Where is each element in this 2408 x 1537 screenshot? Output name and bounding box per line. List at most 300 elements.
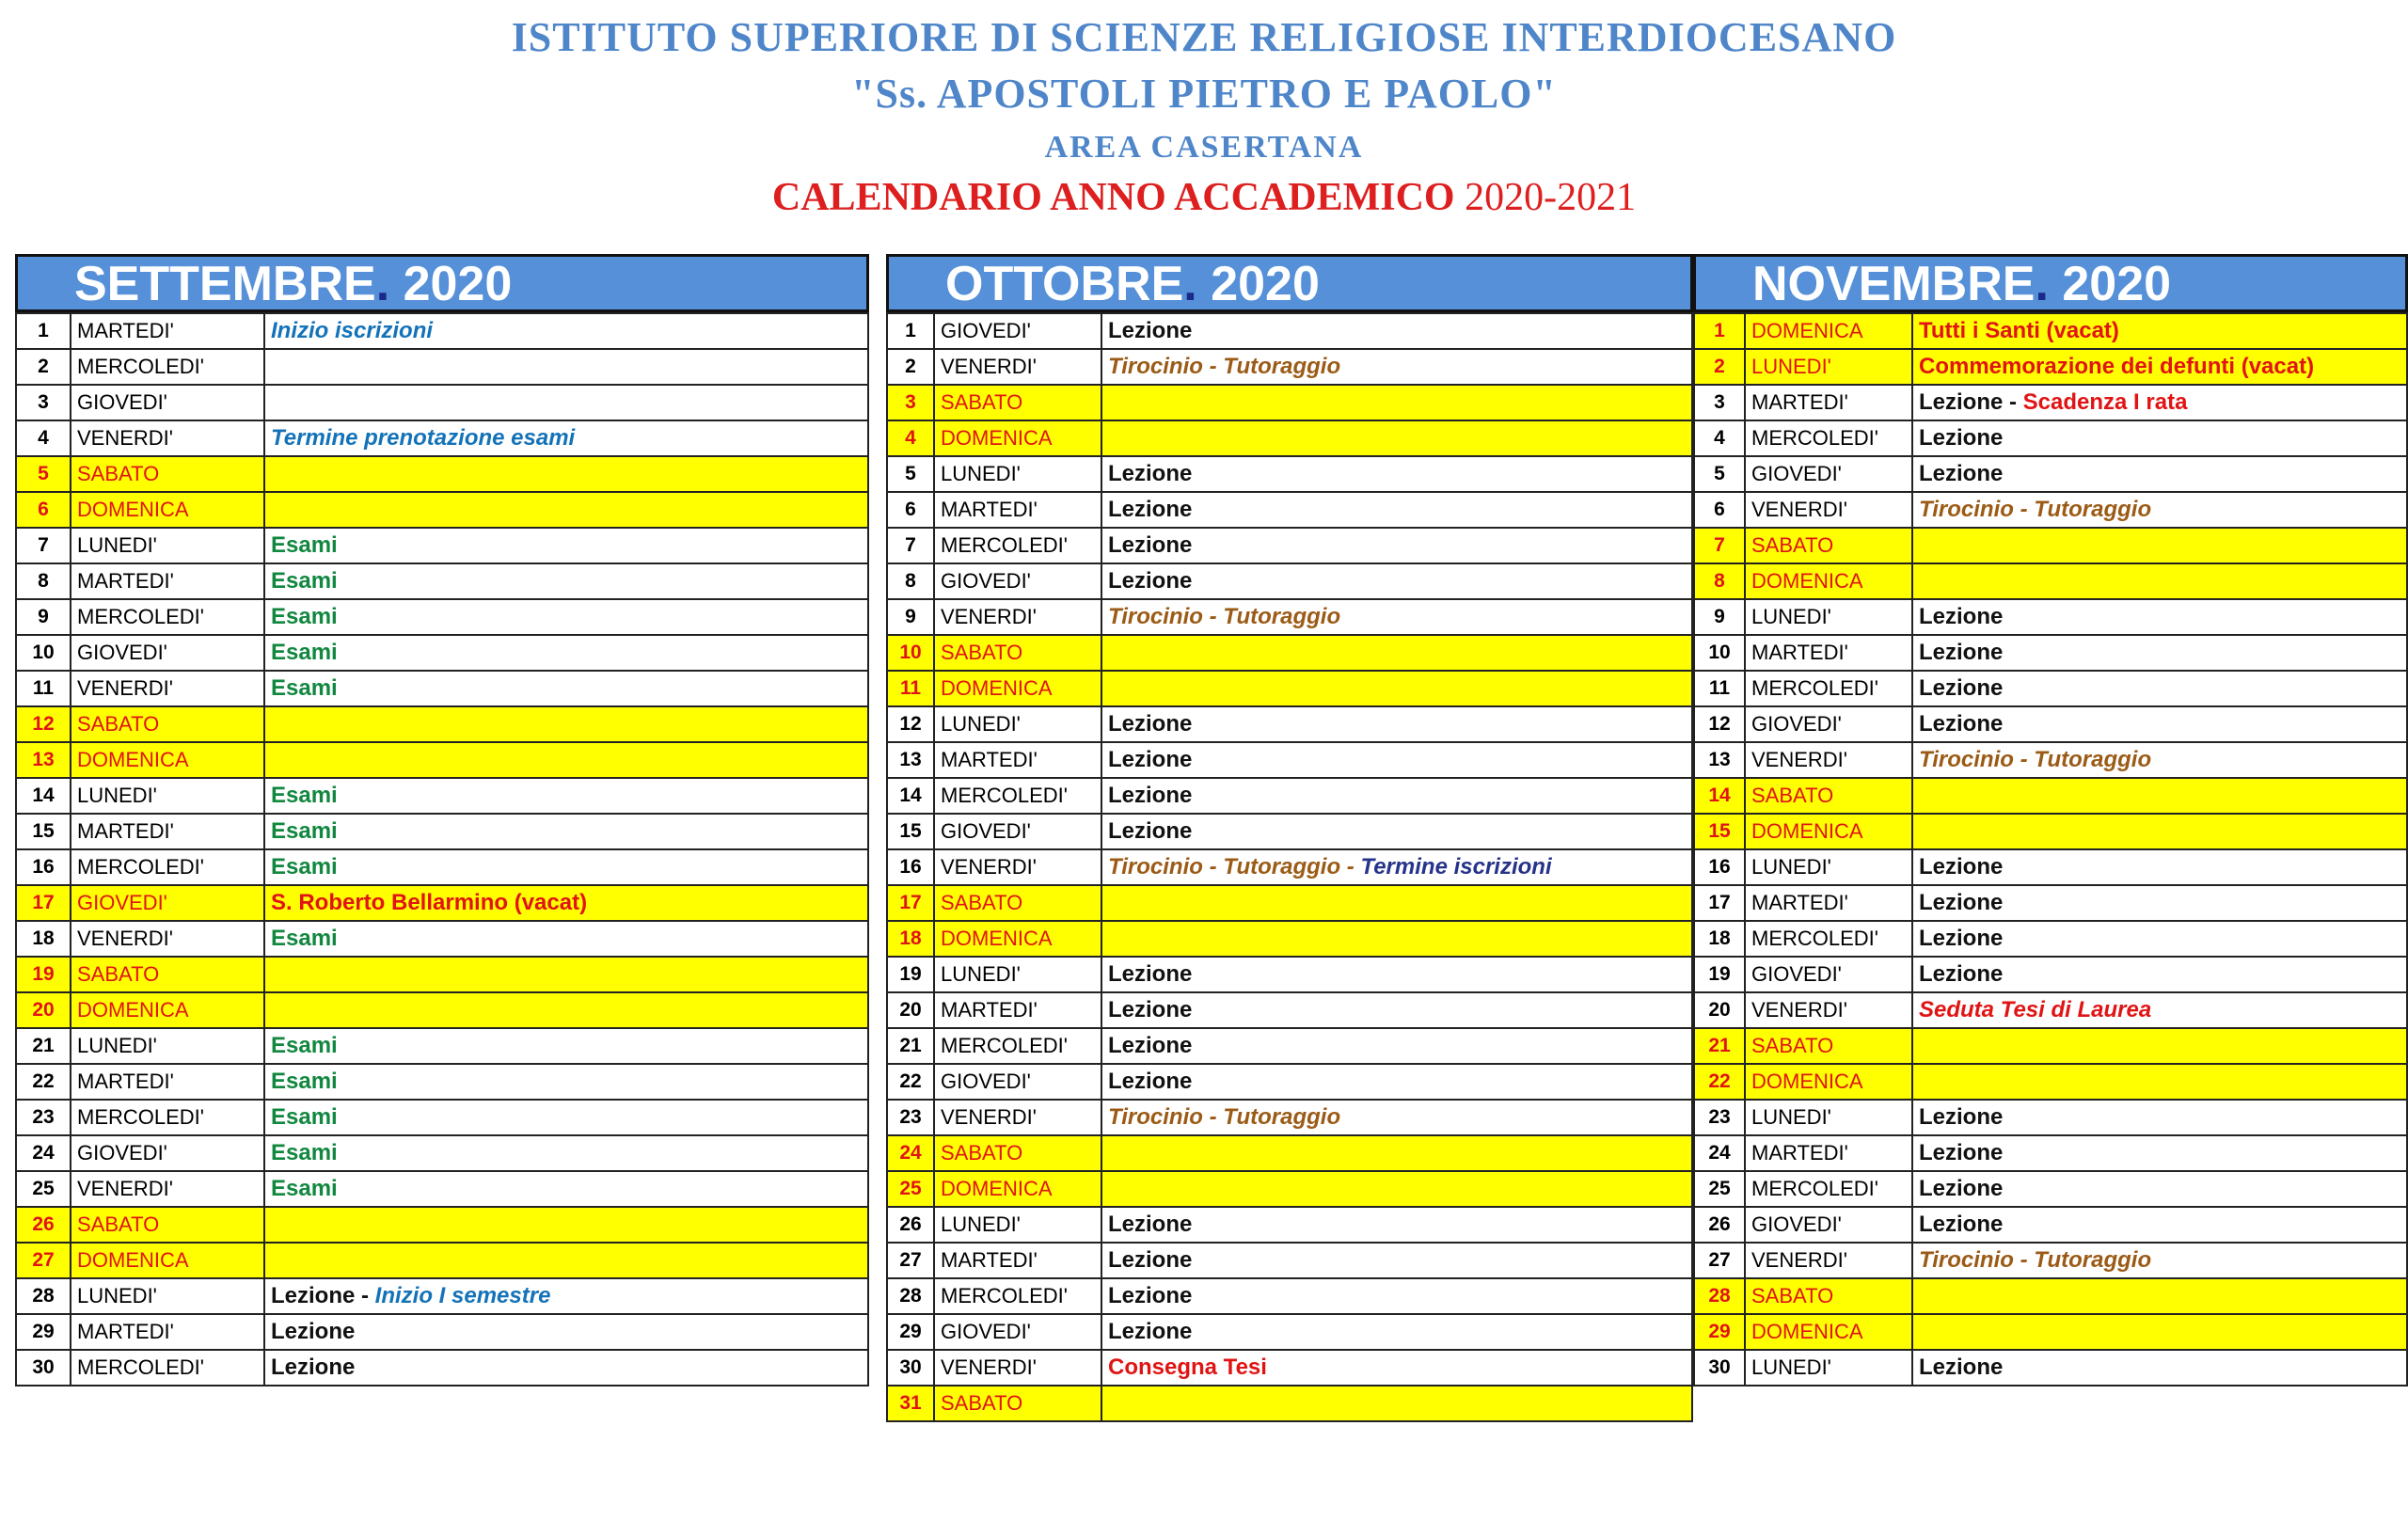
day-row (1694, 1278, 2407, 1314)
event-text: Lezione (1108, 818, 1193, 844)
event-text: Esami (271, 675, 338, 701)
day-row (1694, 528, 2407, 563)
event-text: Lezione (1108, 461, 1193, 486)
event-text: Lezione (1108, 1283, 1193, 1308)
event-text: Seduta Tesi di Laurea (1919, 997, 2152, 1022)
day-event (1101, 349, 1692, 385)
day-event (264, 492, 868, 528)
weekday-name: VENERDI' (934, 1100, 1101, 1135)
day-number: 3 (16, 385, 71, 420)
weekday-name: SABATO (934, 1135, 1101, 1171)
day-row (1694, 957, 2407, 992)
event-text: Tirocinio - Tutoraggio (1108, 854, 1341, 879)
day-row (887, 1386, 1692, 1421)
weekday-name: SABATO (934, 635, 1101, 671)
day-number: 29 (16, 1314, 71, 1350)
day-number: 20 (16, 992, 71, 1028)
weekday-name: DOMENICA (934, 1171, 1101, 1207)
day-number: 24 (1694, 1135, 1745, 1171)
event-text: Esami (271, 1176, 338, 1201)
weekday-name: SABATO (71, 1207, 264, 1243)
day-event (1101, 599, 1692, 635)
day-event (1912, 1135, 2407, 1171)
day-row (1694, 1207, 2407, 1243)
day-row (16, 349, 868, 385)
day-row (1694, 849, 2407, 885)
day-number: 10 (1694, 635, 1745, 671)
day-number: 2 (16, 349, 71, 385)
day-row (1694, 1100, 2407, 1135)
day-event (1912, 1314, 2407, 1350)
day-event (264, 635, 868, 671)
day-event (264, 706, 868, 742)
weekday-name: LUNEDI' (71, 1278, 264, 1314)
day-row (887, 1207, 1692, 1243)
day-number: 23 (16, 1100, 71, 1135)
day-number: 24 (887, 1135, 934, 1171)
event-text: Inizio I semestre (374, 1283, 551, 1308)
day-number: 8 (16, 563, 71, 599)
day-number: 9 (887, 599, 934, 635)
day-row (1694, 992, 2407, 1028)
day-event (1101, 313, 1692, 349)
day-event (1912, 1100, 2407, 1135)
event-text: Lezione (1108, 1319, 1193, 1344)
day-number: 26 (1694, 1207, 1745, 1243)
day-number: 10 (887, 635, 934, 671)
day-event (264, 385, 868, 420)
day-row (887, 528, 1692, 563)
day-event (1101, 1064, 1692, 1100)
day-number: 11 (16, 671, 71, 706)
day-row (16, 706, 868, 742)
weekday-name: MARTEDI' (934, 1243, 1101, 1278)
weekday-name: MERCOLEDI' (934, 1278, 1101, 1314)
day-row (16, 849, 868, 885)
day-row (1694, 921, 2407, 957)
day-event (264, 563, 868, 599)
day-event (264, 742, 868, 778)
day-row (16, 420, 868, 456)
weekday-name: DOMENICA (934, 921, 1101, 957)
month-september (15, 254, 869, 1386)
day-number: 15 (887, 814, 934, 849)
weekday-name: SABATO (1745, 778, 1912, 814)
day-number: 28 (16, 1278, 71, 1314)
day-row (1694, 1064, 2407, 1100)
event-text: Esami (271, 568, 338, 594)
weekday-name: VENERDI' (1745, 492, 1912, 528)
weekday-name: MERCOLEDI' (71, 599, 264, 635)
day-row (1694, 1028, 2407, 1064)
day-number: 19 (16, 957, 71, 992)
day-event (1101, 1350, 1692, 1386)
weekday-name: DOMENICA (71, 1243, 264, 1278)
day-number: 21 (1694, 1028, 1745, 1064)
month-table (886, 312, 1693, 1422)
event-text: Lezione (1919, 926, 2004, 951)
day-row (16, 1171, 868, 1207)
day-number: 14 (1694, 778, 1745, 814)
event-text: Lezione (1108, 497, 1193, 522)
day-event (1101, 921, 1692, 957)
day-event (264, 849, 868, 885)
month-november (1693, 254, 2408, 1386)
event-text: Tutti i Santi (vacat) (1919, 318, 2119, 343)
day-number: 12 (16, 706, 71, 742)
month-table (15, 312, 869, 1386)
day-number: 8 (887, 563, 934, 599)
day-row (16, 1064, 868, 1100)
day-number: 18 (16, 921, 71, 957)
day-number: 7 (887, 528, 934, 563)
day-row (16, 599, 868, 635)
weekday-name: MERCOLEDI' (71, 1100, 264, 1135)
event-text: Lezione (1108, 1069, 1193, 1094)
day-number: 20 (1694, 992, 1745, 1028)
day-row (887, 492, 1692, 528)
event-text: Lezione (1919, 1176, 2004, 1201)
weekday-name: LUNEDI' (1745, 1350, 1912, 1386)
day-number: 11 (887, 671, 934, 706)
day-number: 6 (1694, 492, 1745, 528)
weekday-name: GIOVEDI' (934, 1064, 1101, 1100)
event-text: Esami (271, 1069, 338, 1094)
day-event (1912, 456, 2407, 492)
day-event (1912, 1064, 2407, 1100)
day-number: 17 (1694, 885, 1745, 921)
month-dot: . (1183, 257, 1197, 311)
day-event (1912, 349, 2407, 385)
event-text: Esami (271, 926, 338, 951)
month-dot: . (375, 257, 390, 311)
event-text: Tirocinio - Tutoraggio (1108, 354, 1341, 379)
weekday-name: LUNEDI' (1745, 1100, 1912, 1135)
day-number: 16 (16, 849, 71, 885)
day-number: 17 (16, 885, 71, 921)
day-row (887, 1135, 1692, 1171)
day-row (16, 1243, 868, 1278)
day-event (1912, 1243, 2407, 1278)
day-row (887, 957, 1692, 992)
day-event (264, 992, 868, 1028)
day-event (1101, 385, 1692, 420)
day-event (264, 1171, 868, 1207)
event-text: Lezione (1108, 1247, 1193, 1273)
weekday-name: LUNEDI' (71, 778, 264, 814)
day-event (264, 1207, 868, 1243)
day-number: 20 (887, 992, 934, 1028)
day-row (1694, 349, 2407, 385)
weekday-name: MARTEDI' (934, 492, 1101, 528)
day-event (1101, 849, 1692, 885)
day-event (264, 420, 868, 456)
day-row (1694, 814, 2407, 849)
month-name: NOVEMBRE (1752, 257, 2036, 311)
day-row (887, 1350, 1692, 1386)
day-event (1912, 885, 2407, 921)
weekday-name: DOMENICA (1745, 563, 1912, 599)
weekday-name: LUNEDI' (934, 1207, 1101, 1243)
event-text: Esami (271, 1140, 338, 1165)
day-number: 25 (16, 1171, 71, 1207)
day-row (16, 635, 868, 671)
event-text: Lezione (1919, 1104, 2004, 1130)
day-row (1694, 778, 2407, 814)
month-header (15, 254, 869, 312)
weekday-name: SABATO (71, 957, 264, 992)
event-text: Lezione (1919, 425, 2004, 451)
weekday-name: SABATO (934, 885, 1101, 921)
day-row (1694, 563, 2407, 599)
weekday-name: GIOVEDI' (1745, 957, 1912, 992)
event-text: Esami (271, 854, 338, 879)
day-event (1912, 1028, 2407, 1064)
month-dot: . (2035, 257, 2049, 311)
day-row (887, 921, 1692, 957)
day-row (16, 814, 868, 849)
day-number: 7 (1694, 528, 1745, 563)
event-text: Scadenza I rata (2022, 389, 2188, 415)
event-text: Lezione (1919, 461, 2004, 486)
weekday-name: MARTEDI' (71, 1314, 264, 1350)
event-text: Esami (271, 640, 338, 665)
day-row (16, 492, 868, 528)
day-event (1101, 1386, 1692, 1421)
day-row (16, 1278, 868, 1314)
day-number: 13 (887, 742, 934, 778)
institute-subtitle: "Ss. APOSTOLI PIETRO E PAOLO" (851, 71, 1557, 117)
day-row (1694, 1135, 2407, 1171)
day-event (1912, 814, 2407, 849)
day-number: 25 (1694, 1171, 1745, 1207)
weekday-name: VENERDI' (71, 1171, 264, 1207)
event-text: Lezione (1919, 961, 2004, 987)
day-event (1101, 420, 1692, 456)
day-row (1694, 599, 2407, 635)
day-number: 22 (887, 1064, 934, 1100)
day-row (16, 1314, 868, 1350)
event-text: Tirocinio - Tutoraggio (1108, 1104, 1341, 1130)
day-row (16, 778, 868, 814)
day-event (1101, 706, 1692, 742)
weekday-name: MARTEDI' (1745, 885, 1912, 921)
weekday-name: LUNEDI' (1745, 349, 1912, 385)
day-row (1694, 671, 2407, 706)
weekday-name: LUNEDI' (71, 528, 264, 563)
day-number: 3 (1694, 385, 1745, 420)
day-row (16, 992, 868, 1028)
day-event (1912, 1171, 2407, 1207)
day-row (1694, 635, 2407, 671)
day-row (16, 1350, 868, 1386)
weekday-name: GIOVEDI' (934, 563, 1101, 599)
day-event (1101, 671, 1692, 706)
day-event (264, 778, 868, 814)
day-event (1912, 599, 2407, 635)
day-row (887, 849, 1692, 885)
day-row (887, 563, 1692, 599)
day-row (16, 671, 868, 706)
day-row (887, 635, 1692, 671)
month-header (1693, 254, 2408, 312)
day-row (887, 814, 1692, 849)
day-row (887, 1100, 1692, 1135)
weekday-name: DOMENICA (1745, 814, 1912, 849)
day-row (887, 420, 1692, 456)
day-number: 29 (1694, 1314, 1745, 1350)
weekday-name: DOMENICA (934, 420, 1101, 456)
event-text: - (2003, 389, 2023, 415)
day-number: 4 (16, 420, 71, 456)
event-text: Consegna Tesi (1108, 1355, 1267, 1380)
day-event (1101, 778, 1692, 814)
day-event (1912, 778, 2407, 814)
event-text: Lezione (1919, 389, 2004, 415)
day-row (16, 1207, 868, 1243)
day-event (1912, 1207, 2407, 1243)
event-text: Lezione (271, 1355, 356, 1380)
day-number: 16 (1694, 849, 1745, 885)
weekday-name: MERCOLEDI' (71, 1350, 264, 1386)
day-event (1912, 385, 2407, 420)
month-year: 2020 (1211, 257, 1320, 311)
weekday-name: GIOVEDI' (71, 635, 264, 671)
weekday-name: MERCOLEDI' (934, 778, 1101, 814)
weekday-name: VENERDI' (1745, 742, 1912, 778)
day-number: 21 (887, 1028, 934, 1064)
day-number: 13 (16, 742, 71, 778)
day-row (887, 671, 1692, 706)
weekday-name: GIOVEDI' (1745, 706, 1912, 742)
event-text: Lezione (1919, 604, 2004, 629)
day-event (264, 599, 868, 635)
event-text: Lezione (1108, 997, 1193, 1022)
day-number: 29 (887, 1314, 934, 1350)
event-text: Tirocinio - Tutoraggio (1919, 497, 2152, 522)
day-row (16, 313, 868, 349)
day-event (1101, 992, 1692, 1028)
day-event (264, 671, 868, 706)
day-event (264, 528, 868, 563)
day-row (16, 885, 868, 921)
day-number: 7 (16, 528, 71, 563)
day-event (1912, 849, 2407, 885)
event-text: - (1340, 854, 1361, 879)
day-event (1101, 814, 1692, 849)
event-text: Lezione (1108, 318, 1193, 343)
event-text: Lezione (1108, 1212, 1193, 1237)
event-text: Lezione (1108, 711, 1193, 737)
event-text: Esami (271, 532, 338, 558)
day-number: 19 (887, 957, 934, 992)
day-number: 1 (1694, 313, 1745, 349)
event-text: Lezione (1108, 568, 1193, 594)
day-row (16, 742, 868, 778)
day-event (264, 313, 868, 349)
day-row (887, 706, 1692, 742)
weekday-name: MERCOLEDI' (1745, 671, 1912, 706)
day-number: 22 (1694, 1064, 1745, 1100)
day-number: 30 (16, 1350, 71, 1386)
event-text: Inizio iscrizioni (271, 318, 434, 343)
day-number: 17 (887, 885, 934, 921)
day-event (1912, 671, 2407, 706)
day-row (16, 921, 868, 957)
event-text: Tirocinio - Tutoraggio (1919, 747, 2152, 772)
day-event (1101, 635, 1692, 671)
weekday-name: MARTEDI' (71, 814, 264, 849)
day-row (887, 1171, 1692, 1207)
day-event (264, 1314, 868, 1350)
weekday-name: VENERDI' (71, 420, 264, 456)
calendar-title (0, 175, 2408, 220)
event-text: Esami (271, 1033, 338, 1058)
day-number: 27 (16, 1243, 71, 1278)
day-event (1912, 635, 2407, 671)
day-event (1101, 957, 1692, 992)
event-text: Lezione (1919, 890, 2004, 915)
month-year: 2020 (2062, 257, 2172, 311)
day-row (887, 599, 1692, 635)
event-text: Lezione (271, 1283, 356, 1308)
day-number: 13 (1694, 742, 1745, 778)
day-number: 18 (1694, 921, 1745, 957)
event-text: Termine prenotazione esami (271, 425, 576, 451)
day-event (264, 1278, 868, 1314)
month-name: OTTOBRE (945, 257, 1184, 311)
day-event (1912, 992, 2407, 1028)
weekday-name: MARTEDI' (1745, 385, 1912, 420)
day-number: 5 (887, 456, 934, 492)
event-text: - (355, 1283, 375, 1308)
event-text: Esami (271, 818, 338, 844)
day-event (1912, 313, 2407, 349)
day-number: 23 (1694, 1100, 1745, 1135)
weekday-name: MARTEDI' (71, 563, 264, 599)
weekday-name: DOMENICA (1745, 313, 1912, 349)
day-number: 15 (16, 814, 71, 849)
day-number: 23 (887, 1100, 934, 1135)
weekday-name: GIOVEDI' (1745, 456, 1912, 492)
weekday-name: GIOVEDI' (71, 385, 264, 420)
event-text: Lezione (1919, 1140, 2004, 1165)
weekday-name: GIOVEDI' (1745, 1207, 1912, 1243)
day-row (887, 456, 1692, 492)
day-number: 25 (887, 1171, 934, 1207)
day-number: 22 (16, 1064, 71, 1100)
weekday-name: LUNEDI' (71, 1028, 264, 1064)
weekday-name: SABATO (1745, 528, 1912, 563)
day-event (1912, 528, 2407, 563)
weekday-name: VENERDI' (934, 1350, 1101, 1386)
event-text: Lezione (1919, 675, 2004, 701)
weekday-name: DOMENICA (1745, 1314, 1912, 1350)
day-row (887, 385, 1692, 420)
day-number: 19 (1694, 957, 1745, 992)
day-number: 4 (887, 420, 934, 456)
weekday-name: MARTEDI' (934, 992, 1101, 1028)
weekday-name: SABATO (71, 706, 264, 742)
day-row (1694, 742, 2407, 778)
day-row (1694, 313, 2407, 349)
day-row (887, 742, 1692, 778)
day-row (887, 349, 1692, 385)
weekday-name: GIOVEDI' (934, 814, 1101, 849)
day-event (1101, 742, 1692, 778)
event-text: Lezione (1919, 640, 2004, 665)
weekday-name: MERCOLEDI' (1745, 420, 1912, 456)
